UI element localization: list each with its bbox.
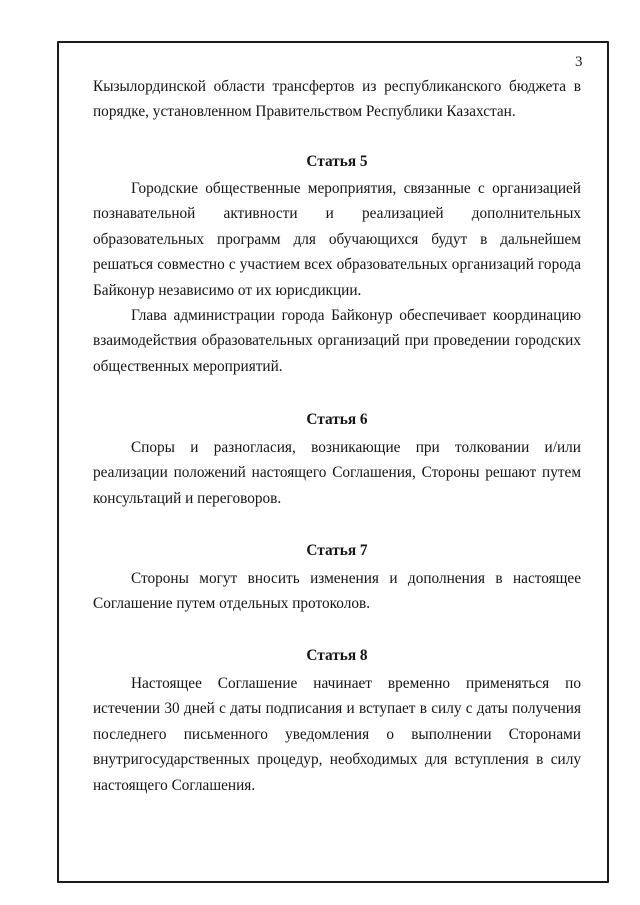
article-8-title: Статья 8 [306, 647, 368, 664]
intro-paragraph [93, 74, 581, 125]
article-7-body [93, 566, 581, 617]
article-5-paragraph-2: Глава администрации города Байконур обеспечивает координацию взаимодействия образовательных организаций при проведении городских общественных мероприятий. [93, 307, 581, 375]
article-7-paragraph-1: Стороны могут вносить изменения и дополнения в настоящее Соглашение путем отдельных протоколов. [93, 570, 581, 613]
article-6-paragraph-1: Споры и разногласия, возникающие при толковании и/или реализации положений настоящего Соглашения, Стороны решают путем консультаций и переговоров. [93, 439, 581, 507]
intro-text: Кызылординской области трансфертов из республиканского бюджета в порядке, установленном Правительством Республики Казахстан. [93, 78, 581, 121]
article-8-paragraph-1: Настоящее Соглашение начинает временно применяться по истечении 30 дней с даты подписания и вступает в силу с даты получения последнего письменного уведомления о выполнении Сторонами внутригосударственных процедур, необходимых для вступления в силу настоящего Соглашения. [93, 675, 581, 794]
article-6-title: Статья 6 [306, 411, 368, 428]
article-7-title: Статья 7 [306, 542, 368, 559]
article-5-paragraph-1: Городские общественные мероприятия, связанные с организацией познавательной активности и реализацией дополнительных образовательных программ для обучающихся будут в дальнейшем решаться совместно с участием всех образовательных организаций города Байконур независимо от их юрисдикции. [93, 180, 581, 299]
page-number: 3 [575, 54, 583, 70]
article-8-body [93, 671, 581, 798]
article-5-title: Статья 5 [306, 153, 368, 170]
article-5-body [93, 176, 581, 379]
article-6-body [93, 435, 581, 511]
